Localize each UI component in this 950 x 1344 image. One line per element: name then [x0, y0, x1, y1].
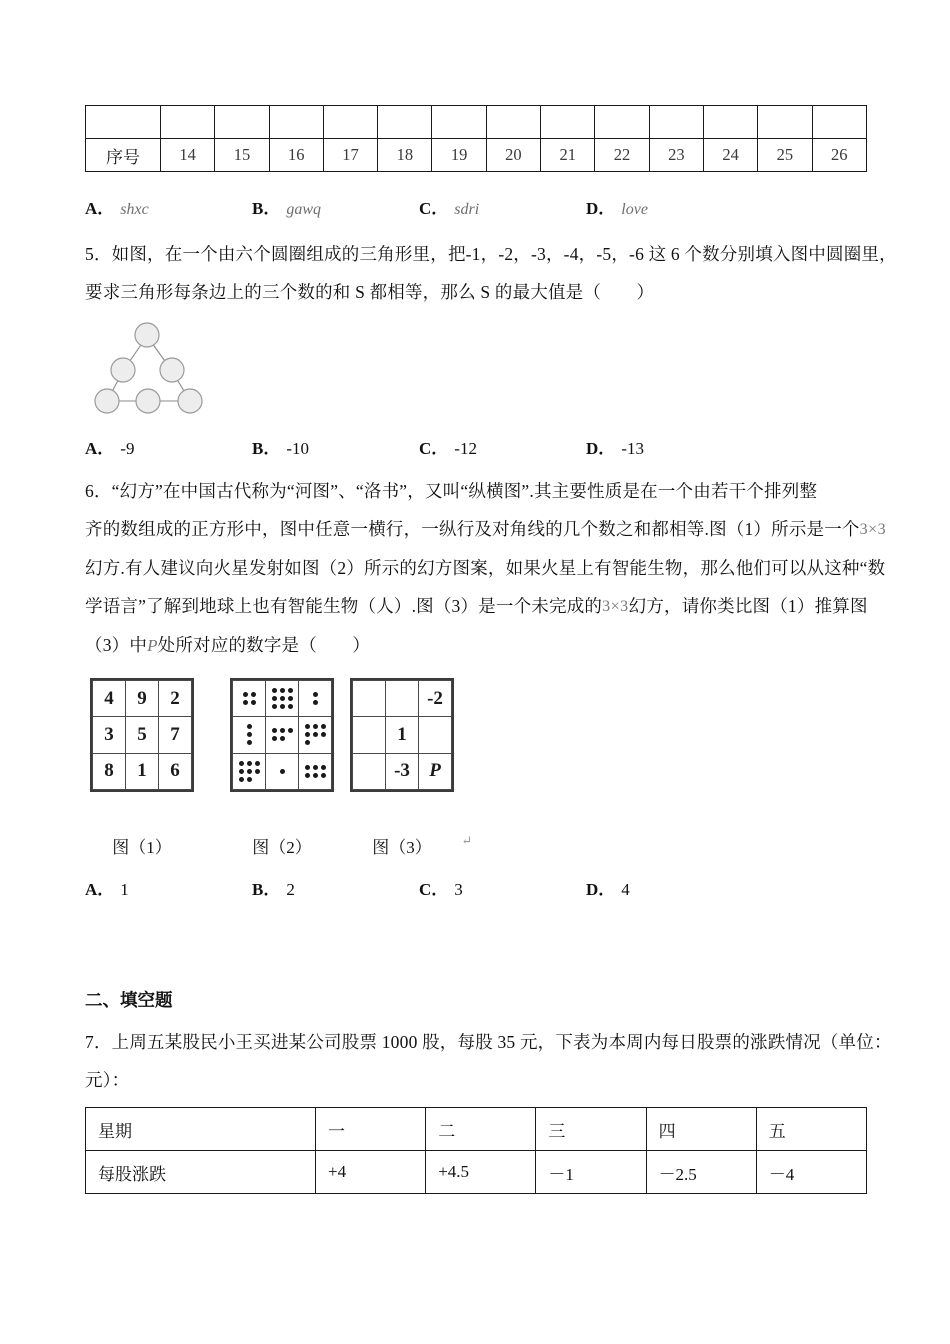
triangle-circle-bottom-left	[95, 389, 119, 413]
header-tuesday: 二	[426, 1108, 536, 1151]
dice-cell-r3c2	[266, 753, 299, 789]
cell-r3c3: 6	[159, 753, 192, 789]
option-letter: B	[252, 880, 264, 899]
table-row	[93, 753, 192, 789]
page-content	[85, 0, 897, 1194]
q6-options	[85, 875, 867, 905]
dice-cell-r1c2	[266, 681, 299, 717]
option-c[interactable]	[419, 194, 586, 225]
q6-line-5-text-b: 处所对应的数字是（ ）	[157, 635, 371, 655]
figure-2-dice-magic-square	[230, 678, 334, 792]
q7-line-2: 元）：	[85, 1070, 130, 1090]
triangle-circle-left-mid	[111, 358, 135, 382]
serial-cell: 19	[432, 139, 486, 172]
cell-r3c2: 1	[126, 753, 159, 789]
option-dot: ．	[598, 439, 616, 458]
blank-cell	[378, 106, 432, 139]
cell-r1c2	[386, 681, 419, 717]
cell-r3c2: -3	[386, 753, 419, 789]
q6-line-1: 6．“幻方”在中国古代称为“河图”、“洛书”，又叫“纵横图”.其主要性质是在一个由若干个排列整	[85, 481, 818, 501]
triangle-diagram-svg	[90, 319, 225, 419]
option-d[interactable]	[586, 194, 753, 225]
option-text: 4	[621, 880, 630, 899]
option-b[interactable]	[252, 194, 419, 225]
option-text: 1	[120, 880, 129, 899]
option-dot: ．	[97, 199, 115, 218]
triangle-circle-right-mid	[160, 358, 184, 382]
section-2-title: 二、填空题	[85, 990, 173, 1010]
figure-2-table	[232, 680, 332, 790]
serial-number-table	[85, 105, 867, 172]
value-monday: +4	[316, 1151, 426, 1194]
dice-cell-r2c3	[299, 717, 332, 753]
option-a[interactable]	[85, 434, 252, 464]
dice-dots-8	[235, 756, 263, 787]
option-letter: D	[586, 439, 599, 458]
option-dot: ．	[263, 880, 281, 899]
q6-line-4	[85, 587, 867, 626]
table-row-values	[86, 1151, 867, 1194]
triangle-figure	[90, 319, 867, 424]
serial-cell: 17	[323, 139, 377, 172]
table-row	[233, 681, 332, 717]
option-dot: ．	[431, 880, 449, 899]
dice-dots-1	[268, 756, 296, 787]
blank-cell	[758, 106, 812, 139]
figure-captions	[85, 833, 867, 863]
option-dot: ．	[598, 880, 616, 899]
option-text: gawq	[286, 201, 322, 218]
option-letter: B	[252, 199, 264, 218]
value-tuesday: +4.5	[426, 1151, 536, 1194]
blank-cell	[215, 106, 269, 139]
table-row	[93, 717, 192, 753]
q5-line-1: 5．如图，在一个由六个圆圈组成的三角形里，把-1，-2，-3，-4，-5，-6 这 6 个数分别填入图中圆圈里，	[85, 244, 897, 264]
cell-r1c2: 9	[126, 681, 159, 717]
option-dot: ．	[263, 199, 281, 218]
figure-1-table	[92, 680, 192, 790]
cell-r3c1: 8	[93, 753, 126, 789]
option-letter: C	[419, 880, 432, 899]
figure-1-magic-square	[90, 678, 194, 792]
blank-cell	[703, 106, 757, 139]
option-text: shxc	[120, 201, 149, 218]
value-friday: －4	[756, 1151, 866, 1194]
cell-r3c3-p: P	[419, 753, 452, 789]
option-letter: A	[85, 439, 98, 458]
cell-r1c1	[353, 681, 386, 717]
q6-line-4-text-b: 幻方，请你类比图（1）推算图	[628, 596, 868, 616]
triangle-circle-bottom-mid	[136, 389, 160, 413]
table-row	[86, 139, 867, 172]
figure-3-caption-mark: ↵	[461, 833, 473, 848]
blank-cell	[161, 106, 215, 139]
serial-cell: 20	[486, 139, 540, 172]
table-row	[86, 106, 867, 139]
serial-row-label: 序号	[86, 139, 161, 172]
option-text: 3	[454, 880, 463, 899]
option-letter: A	[85, 199, 98, 218]
top-spacer	[85, 0, 867, 105]
serial-cell: 21	[541, 139, 595, 172]
option-dot: ．	[97, 880, 115, 899]
blank-cell	[595, 106, 649, 139]
cell-r1c3: 2	[159, 681, 192, 717]
blank-cell	[432, 106, 486, 139]
dice-dots-2	[301, 683, 329, 714]
table-row	[353, 681, 452, 717]
option-dot: ．	[431, 199, 449, 218]
q6-line-4-text-a: 学语言”了解到地球上也有智能生物（人）.图（3）是一个未完成的	[85, 596, 603, 616]
serial-cell: 22	[595, 139, 649, 172]
row-label-price-change: 每股涨跌	[86, 1151, 316, 1194]
cell-r1c1: 4	[93, 681, 126, 717]
option-d[interactable]	[586, 434, 753, 464]
q5-line-2: 要求三角形每条边上的三个数的和 S 都相等，那么 S 的最大值是（ ）	[85, 282, 655, 302]
blank-cell	[486, 106, 540, 139]
value-thursday: －2.5	[646, 1151, 756, 1194]
cell-r2c1	[353, 717, 386, 753]
serial-cell: 14	[161, 139, 215, 172]
serial-cell: 24	[703, 139, 757, 172]
option-a[interactable]	[85, 875, 252, 905]
cell-r2c3	[419, 717, 452, 753]
blank-cell	[269, 106, 323, 139]
option-text: -12	[454, 439, 477, 458]
dice-dots-6	[301, 756, 329, 787]
figure-3-caption: 图（3）	[372, 838, 432, 857]
figure-3-magic-square	[350, 678, 454, 792]
serial-cell: 26	[812, 139, 866, 172]
q6-line-2-text: 齐的数组成的正方形中，图中任意一横行，一纵行及对角线的几个数之和都相等.图（1）所示是一个	[85, 519, 860, 539]
serial-cell: 18	[378, 139, 432, 172]
option-letter: A	[85, 880, 98, 899]
table-row-header	[86, 1108, 867, 1151]
option-text: -10	[286, 439, 310, 458]
dice-cell-r1c1	[233, 681, 266, 717]
option-letter: D	[586, 199, 599, 218]
table-row	[93, 681, 192, 717]
option-dot: ．	[598, 199, 616, 218]
table-row	[233, 717, 332, 753]
dice-dots-7	[301, 719, 329, 750]
q6-line-2-math: 3×3	[859, 521, 887, 538]
figure-2-caption: 图（2）	[252, 838, 312, 857]
cell-r2c1: 3	[93, 717, 126, 753]
blank-cell	[541, 106, 595, 139]
option-letter: C	[419, 199, 432, 218]
option-a[interactable]	[85, 194, 252, 225]
table-row	[353, 717, 452, 753]
option-dot: ．	[263, 439, 281, 458]
serial-cell: 25	[758, 139, 812, 172]
serial-cell: 23	[649, 139, 703, 172]
blank-cell	[812, 106, 866, 139]
dice-cell-r3c3	[299, 753, 332, 789]
dice-cell-r1c3	[299, 681, 332, 717]
value-wednesday: －1	[536, 1151, 646, 1194]
dice-dots-5	[268, 719, 296, 750]
dice-dots-9	[268, 683, 296, 714]
option-c[interactable]	[419, 434, 586, 464]
blank-cell	[86, 106, 161, 139]
cell-r1c3: -2	[419, 681, 452, 717]
magic-square-figures	[85, 673, 867, 833]
dice-dots-4	[235, 683, 263, 714]
q6-line-5-text-a: （3）中	[85, 635, 148, 655]
option-d[interactable]	[586, 875, 753, 905]
figure-1-caption: 图（1）	[112, 838, 172, 857]
q6-line-3: 幻方.有人建议向火星发射如图（2）所示的幻方图案，如果火星上有智能生物，那么他们可以从这种“数	[85, 558, 886, 578]
blank-cell	[649, 106, 703, 139]
blank-cell	[323, 106, 377, 139]
triangle-circle-top	[135, 323, 159, 347]
q7-line-1: 7．上周五某股民小王买进某公司股票 1000 股，每股 35 元，下表为本周内每日股票的涨跌情况（单位：	[85, 1032, 892, 1052]
option-dot: ．	[97, 439, 115, 458]
serial-cell: 16	[269, 139, 323, 172]
option-letter: C	[419, 439, 432, 458]
cell-r2c3: 7	[159, 717, 192, 753]
dice-cell-r2c1	[233, 717, 266, 753]
option-dot: ．	[431, 439, 449, 458]
q6-line-2	[85, 510, 887, 549]
q6-line-4-math: 3×3	[602, 598, 629, 615]
triangle-circle-bottom-right	[178, 389, 202, 413]
header-wednesday: 三	[536, 1108, 646, 1151]
dice-cell-r2c2	[266, 717, 299, 753]
option-text: -9	[120, 439, 135, 458]
q4-options	[85, 194, 867, 225]
option-text: sdri	[454, 201, 480, 218]
table-row	[233, 753, 332, 789]
option-letter: D	[586, 880, 599, 899]
q5-options	[85, 434, 867, 464]
header-thursday: 四	[646, 1108, 756, 1151]
option-text: 2	[286, 880, 295, 899]
cell-r2c2: 5	[126, 717, 159, 753]
option-text: love	[621, 201, 648, 218]
option-letter: B	[252, 439, 264, 458]
stock-change-table	[85, 1107, 867, 1194]
dice-cell-r3c1	[233, 753, 266, 789]
figure-3-table	[352, 680, 452, 790]
q6-variable-p: P	[147, 636, 158, 655]
cell-r2c2: 1	[386, 717, 419, 753]
q6-line-5	[85, 626, 867, 665]
option-b[interactable]	[252, 875, 419, 905]
dice-dots-3	[235, 719, 263, 750]
option-c[interactable]	[419, 875, 586, 905]
header-weekday-label: 星期	[86, 1108, 316, 1151]
cell-r3c1	[353, 753, 386, 789]
header-friday: 五	[756, 1108, 866, 1151]
header-monday: 一	[316, 1108, 426, 1151]
option-text: -13	[621, 439, 644, 458]
option-b[interactable]	[252, 434, 419, 464]
serial-cell: 15	[215, 139, 269, 172]
table-row	[353, 753, 452, 789]
